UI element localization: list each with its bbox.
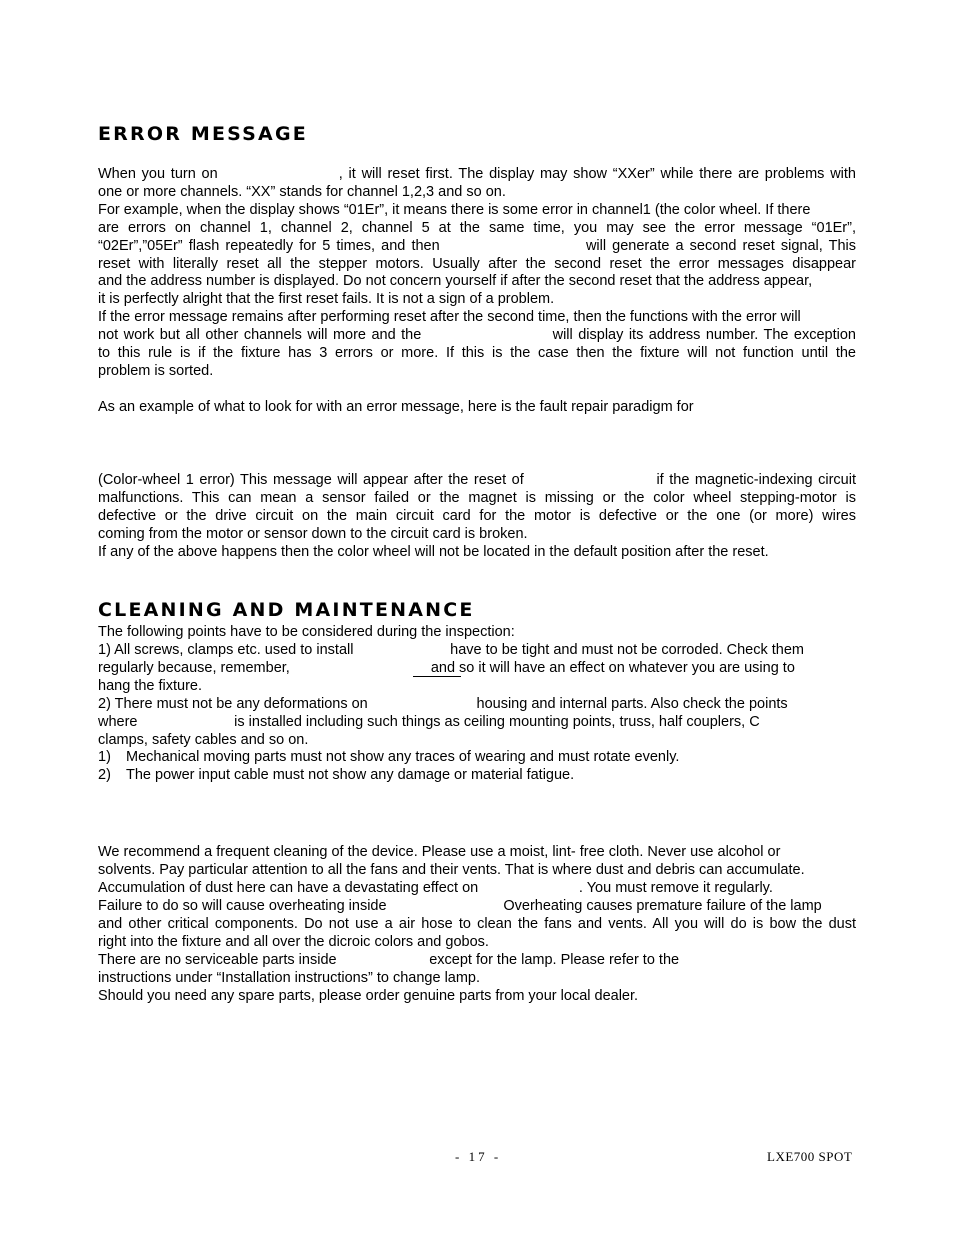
list-item-number: 1)	[98, 749, 111, 765]
error-text-line: and the address number is displayed. Do not concern yourself if after the second reset that the address appear,	[98, 273, 813, 289]
error-text-line: If the error message remains after performing reset after the second time, then the functions with the error will	[98, 309, 801, 325]
error-text-line: to this rule is if the fixture has 3 errors or more. If this is the case then the fixture will not function until the	[98, 345, 856, 361]
error-text-line: If any of the above happens then the color wheel will not be located in the default position after the reset.	[98, 544, 769, 560]
cleaning-text-line: Accumulation of dust here can have a devastating effect on . You must remove it regularly.	[98, 880, 773, 896]
cleaning-text-line: instructions under “Installation instructions” to change lamp.	[98, 970, 481, 986]
list-item-text: The power input cable must not show any damage or material fatigue.	[126, 767, 575, 783]
error-text-line: not work but all other channels will more and the will display its address number. The exception	[98, 327, 856, 343]
inspection-text-line: 1) All screws, clamps etc. used to install have to be tight and must not be corroded. Check them	[98, 642, 804, 658]
cleaning-text-line: solvents. Pay particular attention to all the fans and their vents. That is where dust and debris can accumulate.	[98, 862, 805, 878]
error-text-line: As an example of what to look for with an error message, here is the fault repair paradigm for	[98, 399, 694, 415]
error-text-line: defective or the drive circuit on the main circuit card for the motor is defective or the one (or more) wires	[98, 508, 856, 524]
inspection-text-line: where is installed including such things as ceiling mounting points, truss, half couplers, C	[98, 714, 760, 730]
error-text-line: For example, when the display shows “01Er”, it means there is some error in channel1 (the color wheel. If there	[98, 202, 811, 218]
list-item	[98, 766, 856, 784]
list-item-text: Mechanical moving parts must not show any traces of wearing and must rotate evenly.	[126, 749, 680, 765]
error-text-line: it is perfectly alright that the first reset fails. It is not a sign of a problem.	[98, 291, 555, 307]
cleaning-text-line: Should you need any spare parts, please order genuine parts from your local dealer.	[98, 988, 639, 1004]
cleaning-text-line: We recommend a frequent cleaning of the device. Please use a moist, lint- free cloth. Never use alcohol or	[98, 844, 781, 860]
inspection-text-line: hang the fixture.	[98, 678, 202, 694]
cleaning-text-line: and other critical components. Do not use a air hose to clean the fans and vents. All you will do is bow the dust	[98, 916, 856, 932]
list-item-number: 2)	[98, 767, 111, 783]
inspection-text-line: clamps, safety cables and so on.	[98, 732, 309, 748]
cleaning-text-line: There are no serviceable parts inside except for the lamp. Please refer to the	[98, 952, 680, 968]
footer-model-name: LXE700 SPOT	[767, 1149, 853, 1164]
inspection-text-line: 2) There must not be any deformations on housing and internal parts. Also check the points	[98, 696, 788, 712]
list-item	[98, 748, 856, 766]
error-text-line: problem is sorted.	[98, 363, 214, 379]
section-title-error-message: ERROR MESSAGE	[98, 123, 308, 145]
error-text-line: malfunctions. This can mean a sensor failed or the magnet is missing or the color wheel stepping-motor is	[98, 490, 856, 506]
section-title-cleaning-maintenance: CLEANING AND MAINTENANCE	[98, 599, 475, 621]
error-text-line: one or more channels. “XX” stands for channel 1,2,3 and so on.	[98, 184, 506, 200]
inspection-text-line: regularly because, remember, and so it will have an effect on whatever you are using to	[98, 660, 795, 676]
inspection-text-line: The following points have to be considered during the inspection:	[98, 624, 515, 640]
error-text-line: are errors on channel 1, channel 2, channel 5 at the same time, you may see the error message “01Er”,	[98, 220, 856, 236]
error-text-line: When you turn on , it will reset first. The display may show “XXer” while there are problems with	[98, 166, 856, 182]
error-text-line: (Color-wheel 1 error) This message will appear after the reset of if the magnetic-indexing circuit	[98, 472, 856, 488]
cleaning-text-line: Failure to do so will cause overheating inside Overheating causes premature failure of the lamp	[98, 898, 822, 914]
error-text-line: reset with literally reset all the stepper motors. Usually after the second reset the error messages disappear	[98, 256, 856, 272]
cleaning-text-line: right into the fixture and all over the dicroic colors and gobos.	[98, 934, 489, 950]
error-text-line: “02Er”,”05Er” flash repeatedly for 5 times, and then will generate a second reset signal, This	[98, 238, 856, 254]
page-number: - 17 -	[455, 1149, 502, 1164]
error-text-line: coming from the motor or sensor down to the circuit card is broken.	[98, 526, 528, 542]
